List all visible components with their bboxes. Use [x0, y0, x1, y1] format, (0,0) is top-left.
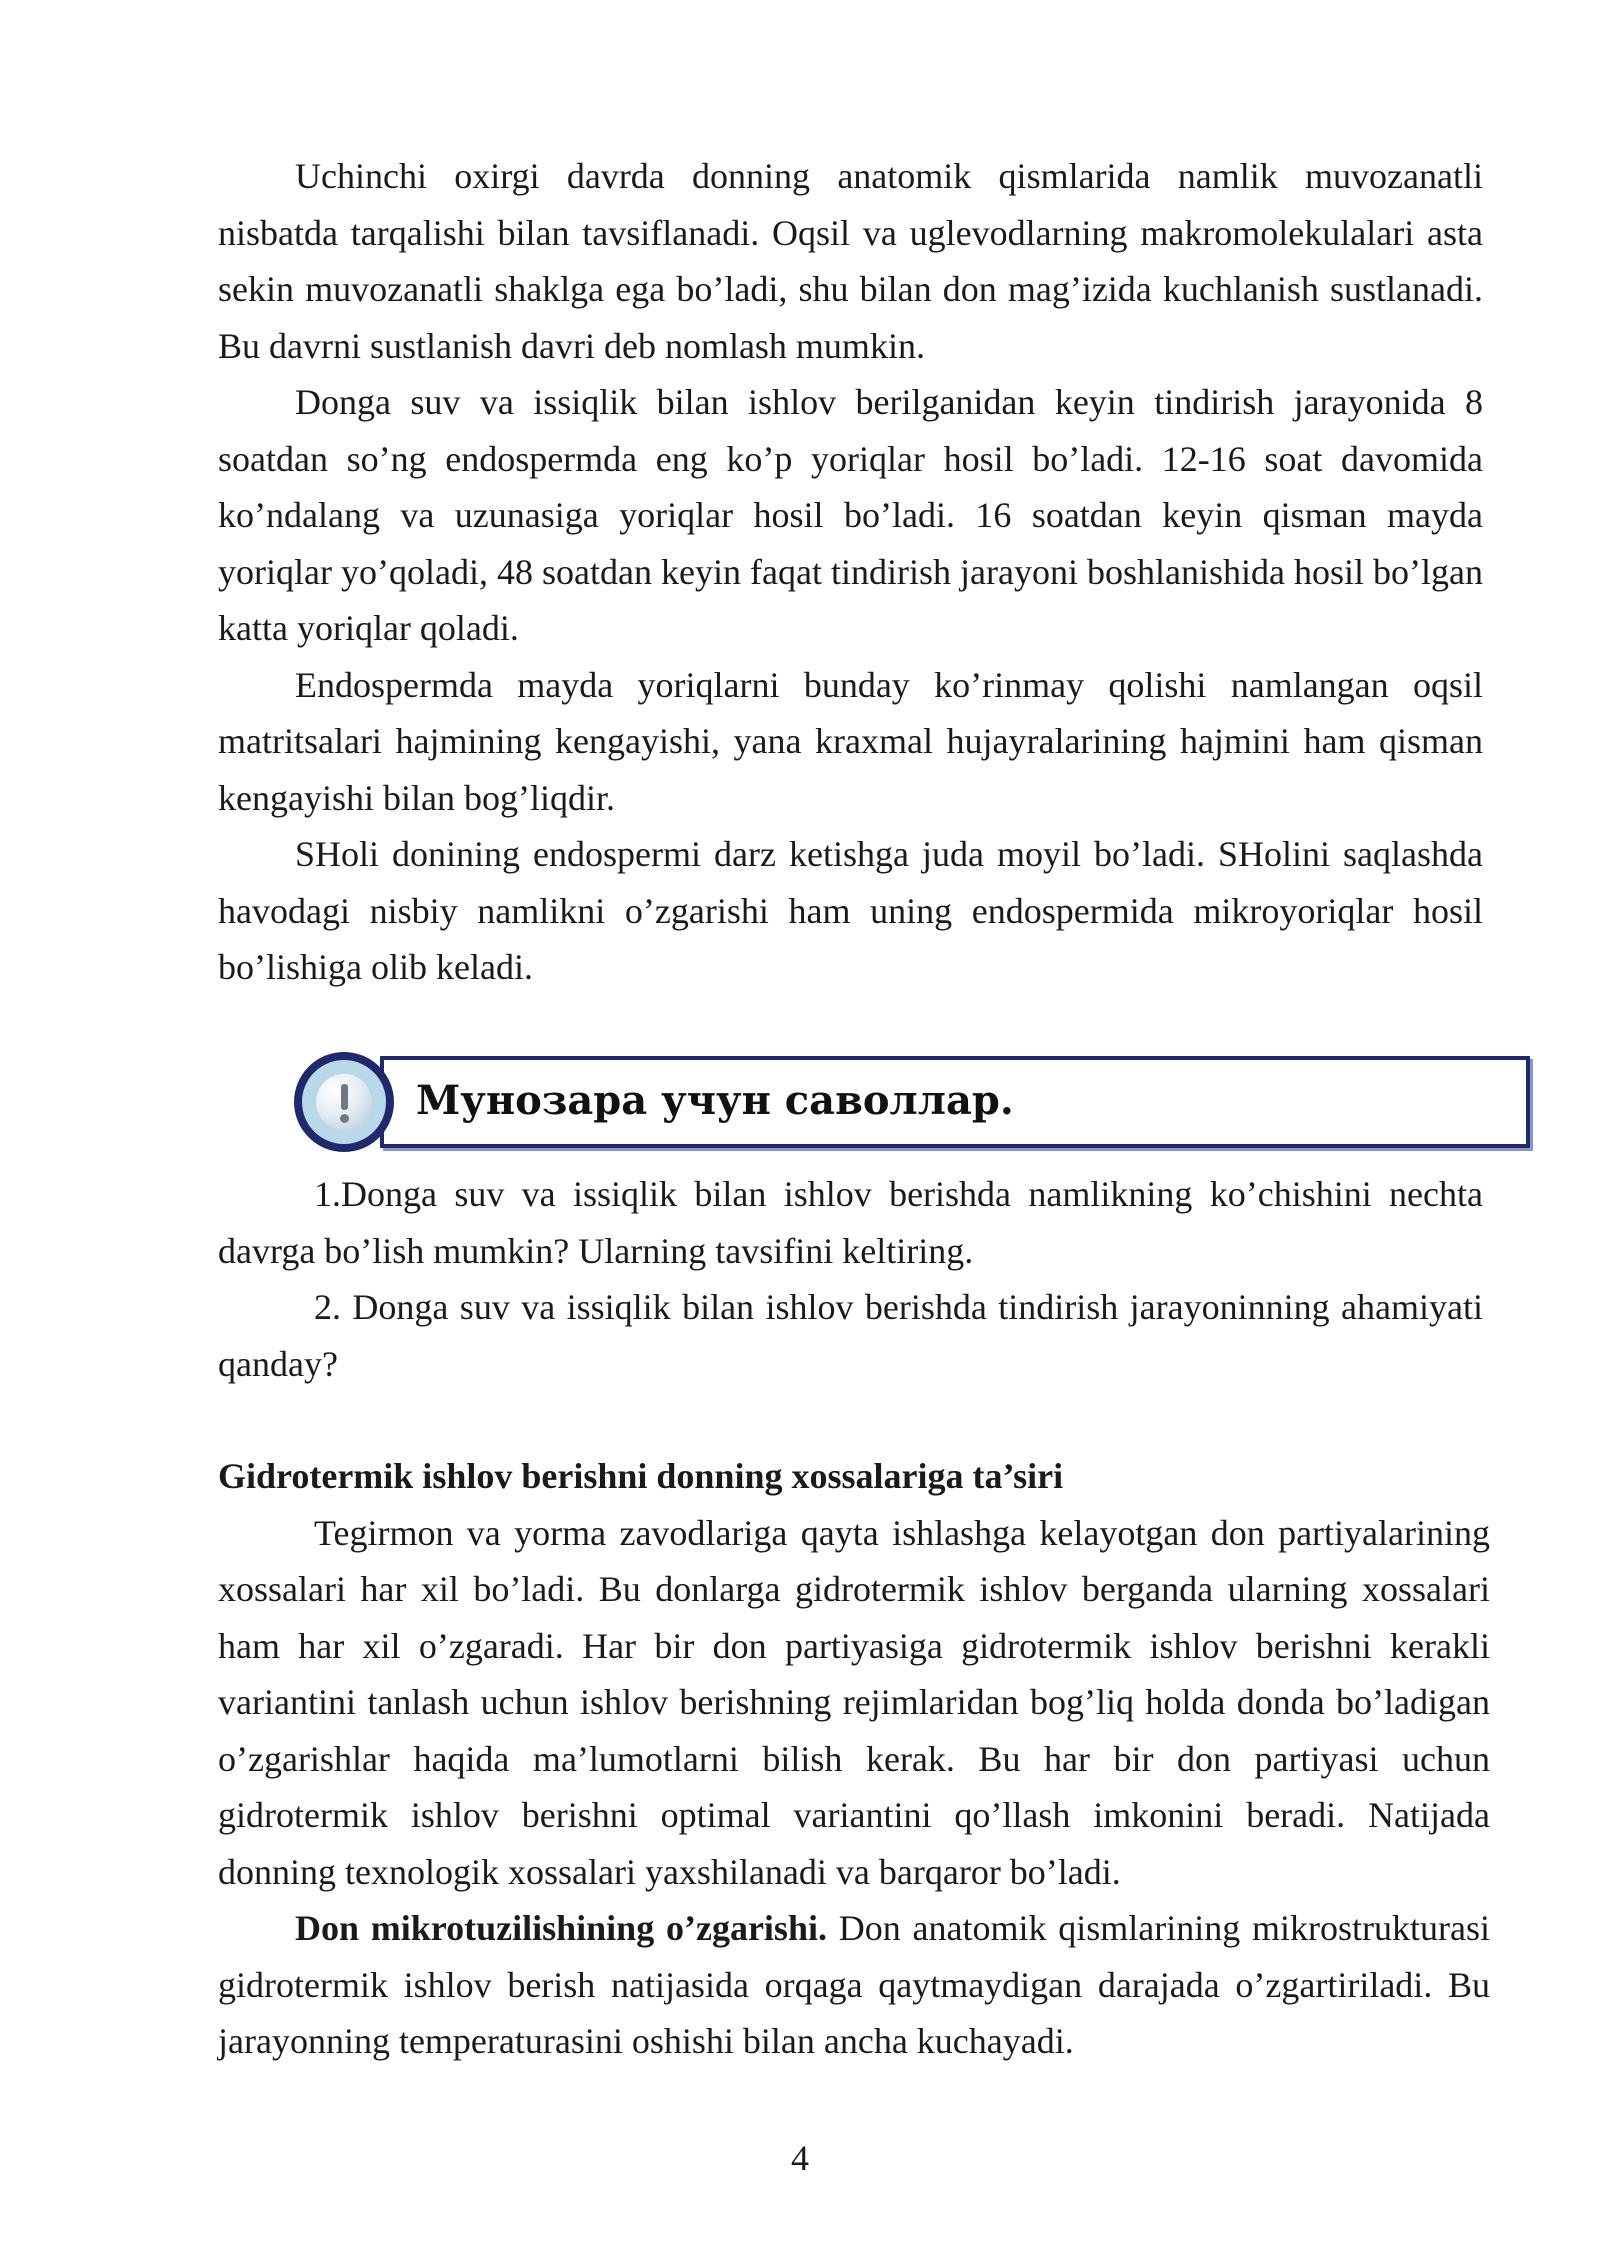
last-paragraph-text: Don anatomik qismlarining mikrostrukturasi gidrotermik ishlov berish natijasida orqaga qaytmaydigan darajada o’zgartiriladi. Bu jarayonning temperaturasini oshishi bilan ancha kuchayadi.: [218, 1908, 1490, 2061]
page-number: 4: [791, 2138, 809, 2178]
section: [218, 1448, 1490, 2070]
paragraph-2: Donga suv va issiqlik bilan ishlov berilganidan keyin tindirish jarayonida 8 soatdan so’ng endospermda eng ko’p yoriqlar hosil bo’ladi. 12-16 soat davomida ko’ndalang va uzunasiga yoriqlar hosil bo’ladi. 16 soatdan keyin qisman mayda yoriqlar yo’qoladi, 48 soatdan keyin faqat tindirish jarayoni boshlanishida hosil bo’lgan katta yoriqlar qoladi.: [218, 382, 1483, 648]
paragraph-4: SHoli donining endospermi darz ketishga juda moyil bo’ladi. SHolini saqlashda havodagi nisbiy namlikni o’zgarishi ham uning endospermida mikroyoriqlar hosil bo’lishiga olib keladi.: [218, 834, 1483, 987]
last-paragraph: [218, 1900, 1490, 2070]
exclamation-icon: [294, 1052, 394, 1152]
section-paragraph: Tegirmon va yorma zavodlariga qayta ishlashga kelayotgan don partiyalarining xossalari har xil bo’ladi. Bu donlarga gidrotermik ishlov berganda ularning xossalari ham har xil o’zgaradi. Har bir don partiyasiga gidrotermik ishlov berishni kerakli variantini tanlash uchun ishlov berishning rejimlaridan bog’liq holda donda bo’ladigan o’zgarishlar haqida ma’lumotlarni bilish kerak. Bu har bir don partiyasi uchun gidrotermik ishlov berishni optimal variantini qo’llash imkonini beradi. Natijada donning texnologik xossalari yaxshilanadi va barqaror bo’ladi.: [218, 1512, 1490, 1892]
question-1: 1.Donga suv va issiqlik bilan ishlov berishda namlikning ko’chishini nechta davrga bo’lish mumkin? Ularning tavsifini keltiring.: [218, 1174, 1483, 1271]
callout-title: Мунозара учун саволлар.: [416, 1077, 1014, 1124]
section-heading: Gidrotermik ishlov berishni donning xossalariga ta’siri: [218, 1456, 1064, 1496]
question-2: 2. Donga suv va issiqlik bilan ishlov berishda tindirish jarayoninning ahamiyati qanday?: [218, 1287, 1483, 1384]
paragraph-1: Uchinchi oxirgi davrda donning anatomik qismlarida namlik muvozanatli nisbatda tarqalishi bilan tavsiflanadi. Oqsil va uglevodlarning makromolekulalari asta sekin muvozanatli shaklga ega bo’ladi, shu bilan don mag’izida kuchlanish sustlanadi. Bu davrni sustlanish davri deb nomlash mumkin.: [218, 156, 1483, 366]
discussion-questions-callout: [294, 1052, 1539, 1152]
last-paragraph-bold-lead: Don mikrotuzilishining o’zgarishi.: [295, 1908, 827, 1948]
body-text-top: [218, 148, 1483, 996]
paragraph-3: Endospermda mayda yoriqlarni bunday ko’rinmay qolishi namlangan oqsil matritsalari hajmining kengayishi, yana kraxmal hujayralarining hajmini ham qisman kengayishi bilan bog’liqdir.: [218, 664, 1483, 818]
questions-list: [218, 1166, 1483, 1392]
